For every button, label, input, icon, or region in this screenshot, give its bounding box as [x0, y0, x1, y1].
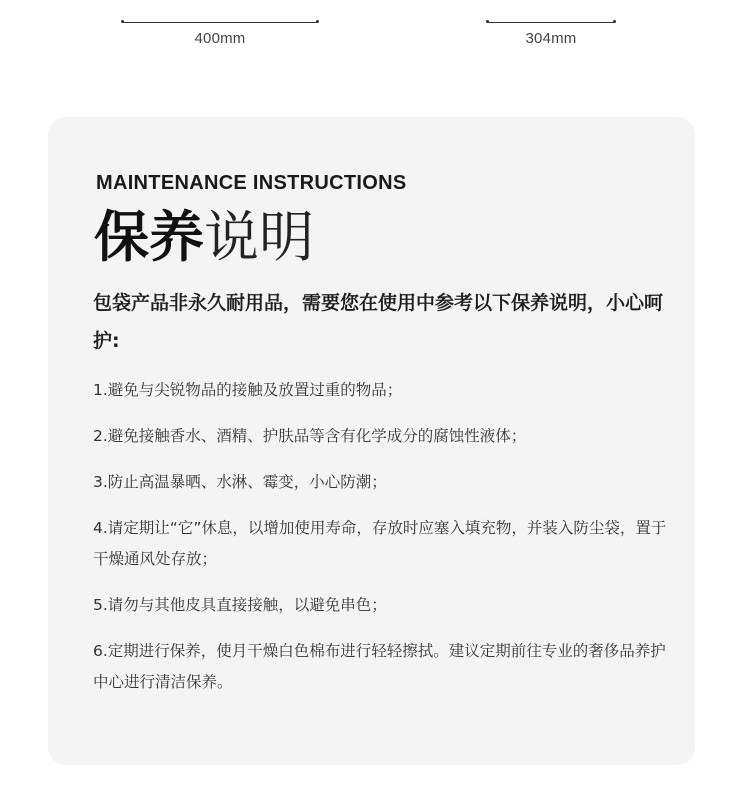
instruction-item: 2.避免接触香水、酒精、护肤品等含有化学成分的腐蚀性液体；	[93, 427, 527, 445]
instruction-item: 5.请勿与其他皮具直接接触，以避免串色；	[93, 596, 387, 614]
chinese-title	[94, 205, 314, 269]
width-dimension	[122, 14, 318, 47]
instruction-item: 6.定期进行保养，使月干燥白色棉布进行轻轻擦拭。建议定期前往专业的奢侈品养护中心进行清洁保养。	[93, 642, 666, 691]
chinese-title-bold: 保养	[94, 205, 205, 269]
height-dimension-label: 304mm	[525, 30, 577, 47]
instruction-item: 3.防止高温暴晒、水淋、霉变，小心防潮；	[93, 473, 387, 491]
width-dimension-label: 400mm	[194, 30, 246, 47]
intro-text: 包袋产品非永久耐用品，需要您在使用中参考以下保养说明，小心呵护:	[93, 292, 664, 352]
instruction-item: 1.避免与尖锐物品的接触及放置过重的物品；	[93, 381, 403, 399]
maintenance-card	[48, 117, 695, 765]
instruction-item: 4.请定期让“它”休息，以增加使用寿命，存放时应塞入填充物，并装入防尘袋，置于干燥通风处存放；	[93, 519, 667, 568]
instruction-list	[93, 375, 668, 713]
height-dimension-line	[487, 22, 615, 23]
english-title: MAINTENANCE INSTRUCTIONS	[96, 172, 407, 194]
height-dimension	[487, 14, 615, 47]
chinese-title-light: 说明	[204, 205, 315, 269]
width-dimension-line	[122, 22, 318, 23]
